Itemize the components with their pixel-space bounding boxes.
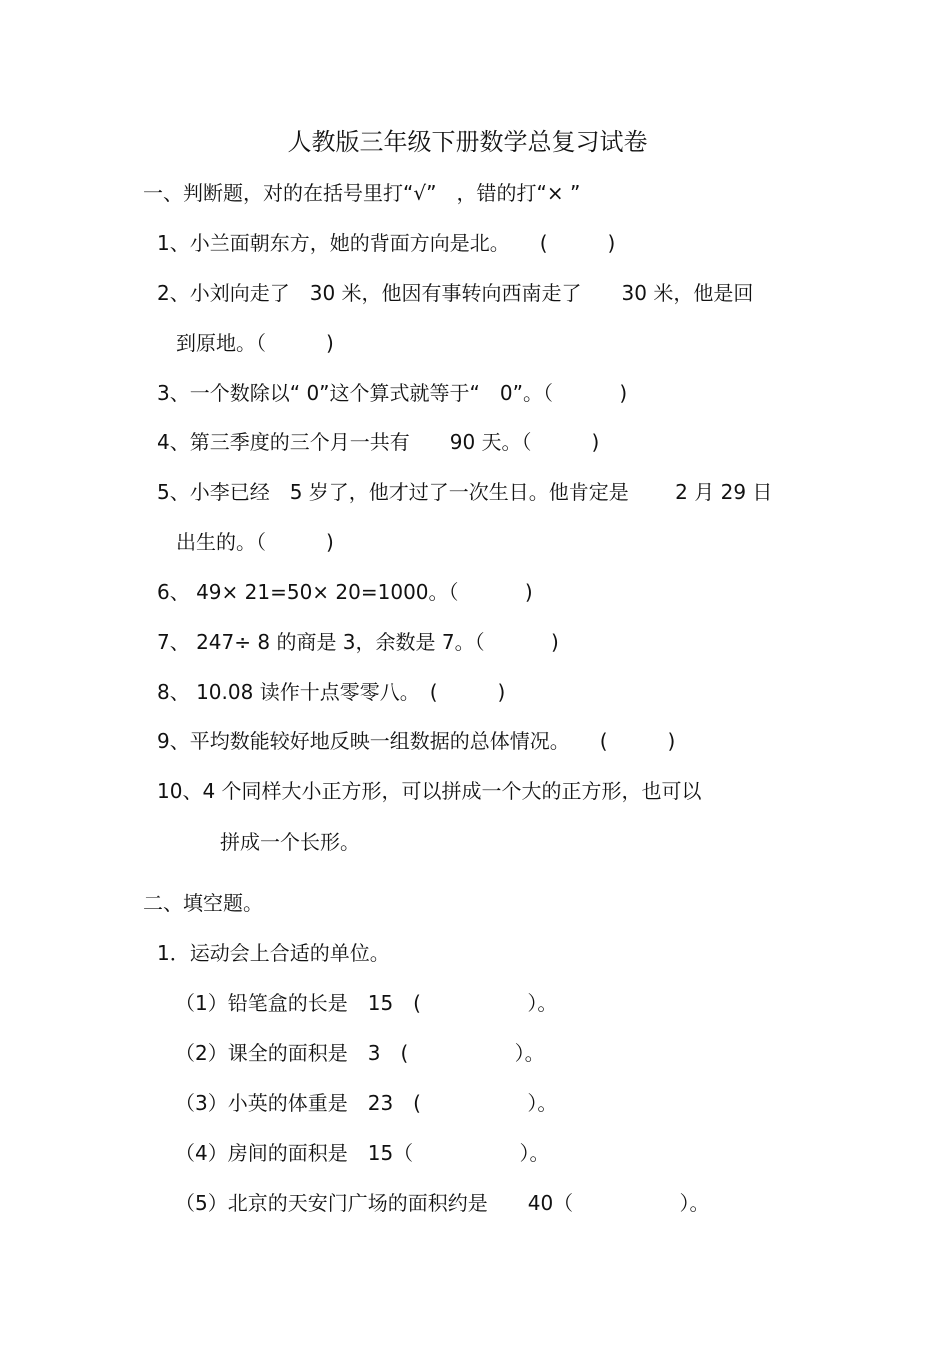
question-10-cont: 拼成一个长形。 — [220, 830, 360, 854]
question-2-cont: 到原地。（ ) — [176, 331, 334, 355]
fill-blank-1: （1）铅笔盒的长是 15 ( ）。 — [175, 991, 558, 1015]
question-6: 6、 49× 21=50× 20=1000。（ ) — [157, 580, 533, 604]
fill-blank-3: （3）小英的体重是 23 ( ）。 — [175, 1091, 558, 1115]
question-5: 5、小李已经 5 岁了，他才过了一次生日。他肯定是 2 月 29 日 — [157, 480, 773, 504]
question-1: 1、小兰面朝东方，她的背面方向是北。 ( ) — [157, 231, 616, 255]
question-3: 3、一个数除以“ 0”这个算式就等于“ 0”。（ ) — [157, 381, 628, 405]
fill-blank-4: （4）房间的面积是 15（ ）。 — [175, 1141, 550, 1165]
question-10: 10、4 个同样大小正方形，可以拼成一个大的正方形，也可以 — [157, 779, 702, 803]
question-7: 7、 247÷ 8 的商是 3，余数是 7。（ ) — [157, 630, 559, 654]
fill-question-1: 1．运动会上合适的单位。 — [157, 941, 390, 965]
question-4: 4、第三季度的三个月一共有 90 天。（ ) — [157, 430, 600, 454]
fill-blank-2: （2）课全的面积是 3 ( ）。 — [175, 1041, 545, 1065]
question-2: 2、小刘向走了 30 米，他因有事转向西南走了 30 米，他是回 — [157, 281, 754, 305]
fill-blank-5: （5）北京的天安门广场的面积约是 40（ ）。 — [175, 1191, 710, 1215]
question-5-cont: 出生的。（ ) — [176, 530, 334, 554]
page-title: 人教版三年级下册数学总复习试卷 — [287, 128, 648, 156]
question-9: 9、平均数能较好地反映一组数据的总体情况。 ( ) — [157, 729, 676, 753]
section2-heading: 二、填空题。 — [143, 891, 263, 915]
question-8: 8、 10.08 读作十点零零八。 ( ) — [157, 680, 506, 704]
section1-heading: 一、判断题，对的在括号里打“√” ，错的打“× ” — [143, 181, 581, 205]
